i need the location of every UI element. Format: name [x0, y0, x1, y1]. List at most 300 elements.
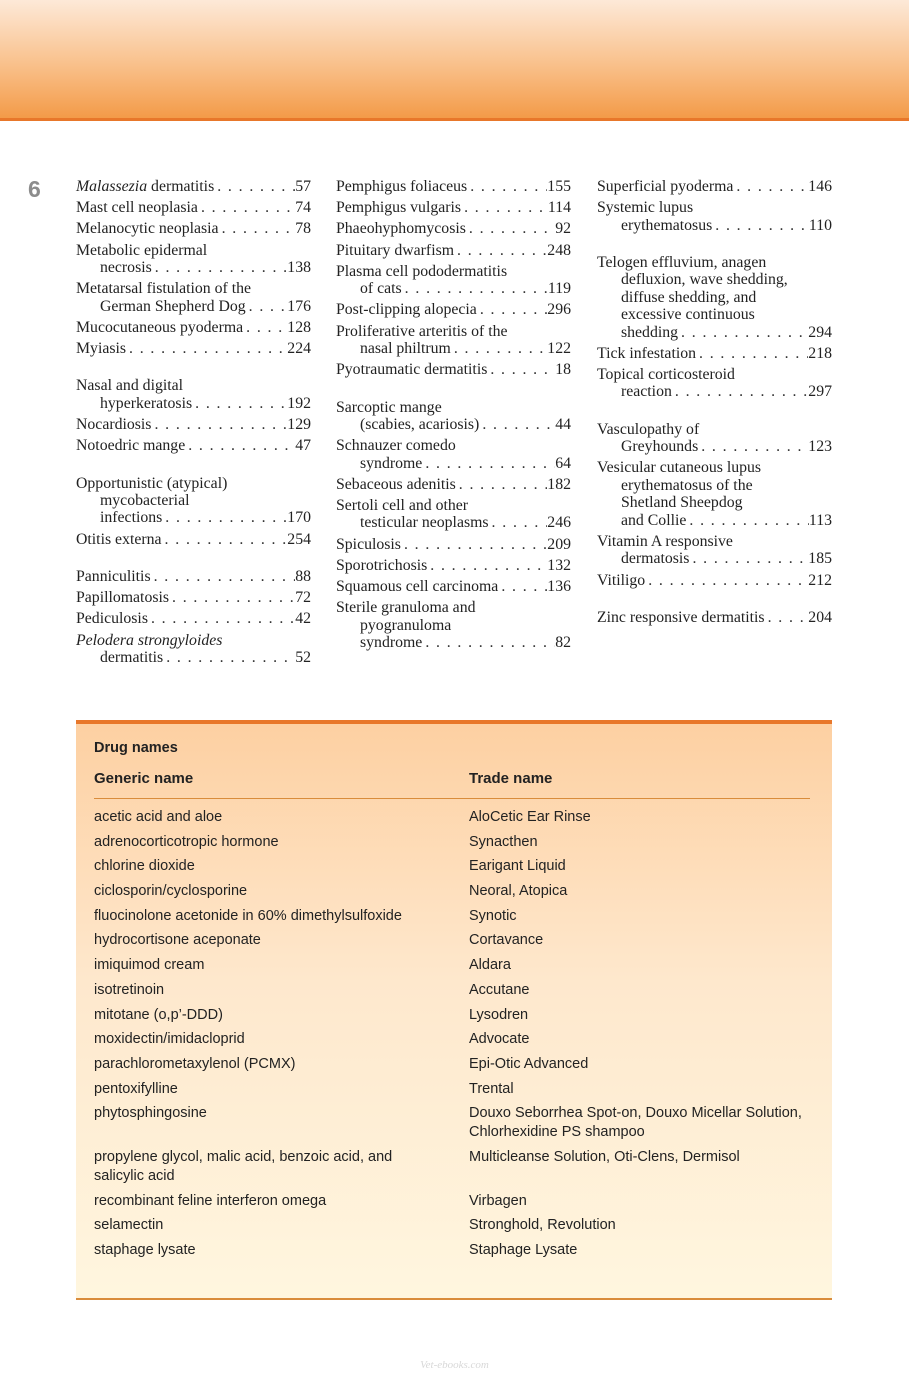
index-line	[336, 557, 571, 574]
index-term: dermatitis	[100, 649, 164, 667]
trade-name-cell: Accutane	[469, 981, 530, 998]
page-ref: 42	[295, 610, 311, 628]
index-entry	[336, 199, 571, 216]
trade-name-cell: Epi-Otic Advanced	[469, 1055, 589, 1072]
index-entry	[76, 340, 311, 357]
index-entry	[597, 572, 832, 589]
generic-name-cell: moxidectin/imidacloprid	[94, 1031, 245, 1048]
index-line	[336, 455, 571, 472]
index-entry	[336, 599, 571, 651]
index-entry	[76, 531, 311, 548]
page-ref: 119	[547, 280, 571, 298]
index-line	[76, 475, 311, 492]
index-term: hyperkeratosis	[100, 394, 193, 412]
trade-name-cell: Aldara	[469, 957, 511, 974]
leader-dots	[733, 178, 808, 195]
page-ref: 297	[808, 383, 832, 401]
leader-dots	[422, 455, 555, 472]
page-ref: 248	[547, 241, 571, 259]
trade-name-cell: Trental	[469, 1080, 514, 1097]
index-line	[597, 459, 832, 476]
generic-name-cell: phytosphingosine	[94, 1105, 207, 1122]
index-entry	[597, 366, 832, 401]
page-ref: 74	[295, 199, 311, 217]
drug-row	[94, 907, 810, 926]
drug-row	[94, 1192, 810, 1211]
index-line	[597, 494, 832, 511]
drug-row	[94, 857, 810, 876]
generic-name-cell: selamectin	[94, 1217, 164, 1234]
page-ref: 294	[808, 323, 832, 341]
index-line	[76, 199, 311, 216]
page-ref: 123	[808, 438, 832, 456]
index-term: Notoedric mange	[76, 437, 186, 455]
page-ref: 92	[555, 220, 571, 238]
index-entry	[597, 254, 832, 341]
index-entry	[336, 361, 571, 378]
page-ref: 170	[287, 509, 311, 527]
index-italic-term: Malassezia	[76, 178, 148, 195]
page-ref: 192	[287, 394, 311, 412]
page-ref: 209	[547, 535, 571, 553]
page-ref: 64	[555, 454, 571, 472]
index-entry	[76, 319, 311, 336]
index-entry	[336, 242, 571, 259]
generic-name-cell: adrenocorticotropic hormone	[94, 833, 279, 850]
index-term: Vitiligo	[597, 571, 646, 589]
leader-dots	[402, 280, 548, 297]
index-term: nasal philtrum	[360, 340, 451, 358]
index-line	[597, 366, 832, 383]
index-line	[597, 421, 832, 438]
leader-dots	[214, 178, 295, 195]
index-term: Sarcoptic mange	[336, 398, 442, 416]
trade-name-cell: Stronghold, Revolution	[469, 1217, 616, 1234]
leader-dots	[686, 512, 809, 529]
page-ref: 146	[808, 178, 832, 195]
trade-name-cell: Cortavance	[469, 932, 544, 949]
index-entry	[76, 437, 311, 454]
leader-dots	[698, 438, 808, 455]
page-ref: 122	[547, 340, 571, 358]
header-band	[0, 0, 909, 119]
leader-dots	[489, 514, 548, 531]
index-line	[336, 514, 571, 531]
index-line	[336, 497, 571, 514]
leader-dots	[765, 609, 809, 626]
page-ref: 185	[808, 550, 832, 568]
index-line	[336, 340, 571, 357]
index-line	[76, 220, 311, 237]
leader-dots	[246, 298, 288, 315]
index-line	[597, 199, 832, 216]
page-ref: 47	[295, 437, 311, 455]
generic-name-cell: propylene glycol, malic acid, benzoic acid, and salicylic acid	[94, 1148, 393, 1184]
leader-dots	[451, 340, 547, 357]
drug-names-box	[76, 720, 832, 1300]
trade-name-cell: Synacthen	[469, 833, 538, 850]
index-term: Superficial pyoderma	[597, 178, 734, 195]
leader-dots	[467, 178, 547, 195]
index-term: Sporotrichosis	[336, 556, 428, 574]
watermark: Vet-ebooks.com	[420, 1359, 489, 1371]
index-column-2	[336, 178, 571, 655]
index-entry	[597, 421, 832, 456]
page-ref: 138	[287, 259, 311, 277]
index-term: (scabies, acariosis)	[360, 416, 480, 434]
index-line	[76, 649, 311, 666]
page-ref: 88	[295, 568, 311, 586]
index-entry	[76, 220, 311, 237]
index-line	[76, 377, 311, 394]
drug-row	[94, 1030, 810, 1049]
index-line	[597, 324, 832, 341]
page-ref: 218	[808, 344, 832, 362]
page-ref: 254	[287, 530, 311, 548]
page-ref: 136	[547, 578, 571, 596]
index-line	[336, 361, 571, 378]
leader-dots	[645, 572, 808, 589]
index-term: Otitis externa	[76, 530, 162, 548]
leader-dots	[148, 610, 295, 627]
leader-dots	[678, 324, 808, 341]
index-term: Vesicular cutaneous lupus	[597, 459, 762, 477]
index-entry	[597, 178, 832, 195]
index-term: Pemphigus vulgaris	[336, 199, 462, 217]
index-term: Zinc responsive dermatitis	[597, 608, 765, 626]
leader-dots	[151, 568, 296, 585]
index-term: Telogen effluvium, anagen	[597, 254, 767, 272]
drug-row	[94, 1104, 810, 1142]
index-line	[336, 617, 571, 634]
index-line	[336, 416, 571, 433]
leader-dots	[422, 634, 555, 651]
index-line	[336, 323, 571, 340]
leader-dots	[466, 220, 555, 237]
index-line	[76, 416, 311, 433]
index-term: of cats	[360, 280, 402, 298]
index-term: Sebaceous adenitis	[336, 475, 456, 493]
page-ref: 114	[547, 199, 571, 217]
index-line	[336, 263, 571, 280]
index-entry	[76, 242, 311, 277]
leader-dots	[498, 578, 547, 595]
leader-dots	[456, 476, 548, 493]
trade-name-cell: Staphage Lysate	[469, 1242, 578, 1258]
drug-row	[94, 1055, 810, 1074]
index-term: mycobacterial	[100, 492, 190, 510]
generic-name-cell: hydrocortisone aceponate	[94, 932, 261, 949]
index-entry	[597, 345, 832, 362]
generic-name-cell: parachlorometaxylenol (PCMX)	[94, 1055, 296, 1072]
generic-name-cell: chlorine dioxide	[94, 858, 195, 875]
leader-dots	[151, 416, 287, 433]
index-line	[597, 306, 832, 323]
drug-row	[94, 1241, 810, 1260]
drug-row	[94, 1148, 810, 1186]
leader-dots	[712, 217, 809, 234]
index-entry	[76, 377, 311, 412]
index-term: Vasculopathy of	[597, 420, 700, 438]
index-line	[597, 609, 832, 626]
index-term	[76, 632, 222, 649]
drug-rows	[94, 808, 810, 1266]
index-entry	[597, 533, 832, 568]
index-entry	[336, 399, 571, 434]
index-term: Phaeohyphomycosis	[336, 220, 466, 238]
drug-row	[94, 833, 810, 852]
index-entry	[336, 578, 571, 595]
index-line	[597, 271, 832, 288]
index-line	[76, 298, 311, 315]
index-line	[336, 178, 571, 195]
leader-dots	[477, 301, 547, 318]
page-number: 6	[28, 176, 41, 202]
index-entry	[336, 497, 571, 532]
index-line	[336, 536, 571, 553]
index-line	[336, 599, 571, 616]
index-term: Papillomatosis	[76, 589, 170, 607]
leader-dots	[162, 509, 287, 526]
trade-name-cell: Virbagen	[469, 1192, 527, 1209]
leader-dots	[479, 416, 555, 433]
index-line	[336, 220, 571, 237]
generic-name-cell: isotretinoin	[94, 981, 165, 998]
trade-name-cell: Advocate	[469, 1031, 530, 1048]
index-term: Mucocutaneous pyoderma	[76, 318, 244, 336]
index-term: necrosis	[100, 259, 152, 277]
index-term: and Collie	[621, 511, 687, 529]
index-entry	[76, 280, 311, 315]
index-line	[336, 399, 571, 416]
index-line	[597, 345, 832, 362]
leader-dots	[163, 649, 295, 666]
index-term: Mast cell neoplasia	[76, 199, 198, 217]
index-term: Spiculosis	[336, 535, 401, 553]
index-term: Malassezia dermatitis	[76, 178, 215, 195]
header-rule	[0, 118, 909, 121]
index-line	[597, 289, 832, 306]
header-divider	[94, 798, 810, 799]
index-term: Schnauzer comedo	[336, 437, 456, 455]
page-ref: 44	[555, 416, 571, 434]
index-line	[76, 492, 311, 509]
drug-row	[94, 956, 810, 975]
drug-row	[94, 882, 810, 901]
index-line	[597, 178, 832, 195]
index-line	[597, 512, 832, 529]
index-line	[76, 531, 311, 548]
index-term: syndrome	[360, 634, 423, 652]
index-term: erythematosus of the	[621, 476, 753, 494]
index-line	[597, 383, 832, 400]
drug-row	[94, 808, 810, 827]
leader-dots	[454, 242, 547, 259]
index-line	[597, 254, 832, 271]
index-line	[76, 280, 311, 297]
index-term: Sterile granuloma and	[336, 599, 476, 617]
index-line	[336, 242, 571, 259]
index-entry	[336, 323, 571, 358]
index-line	[336, 578, 571, 595]
page-ref: 204	[808, 608, 832, 626]
index-line	[76, 178, 311, 195]
index-entry	[76, 610, 311, 627]
index-term: Proliferative arteritis of the	[336, 322, 508, 340]
index-entry	[76, 632, 311, 667]
index-entry	[336, 476, 571, 493]
index-line	[597, 217, 832, 234]
index-term: Topical corticosteroid	[597, 366, 735, 384]
index-line	[597, 477, 832, 494]
index-entry	[76, 416, 311, 433]
index-term: defluxion, wave shedding,	[621, 271, 788, 289]
trade-name-cell: AloCetic Ear Rinse	[469, 809, 591, 825]
index-term: Sertoli cell and other	[336, 497, 469, 515]
index-term: reaction	[621, 383, 672, 401]
index-term: Pemphigus foliaceus	[336, 178, 468, 195]
generic-name-cell: recombinant feline interferon omega	[94, 1192, 327, 1209]
page-ref: 113	[808, 511, 832, 529]
index-term: Greyhounds	[621, 438, 699, 456]
generic-name-cell: ciclosporin/cyclosporine	[94, 883, 248, 900]
trade-name-cell: Multicleanse Solution, Oti-Clens, Dermisol	[469, 1148, 740, 1165]
drug-row	[94, 981, 810, 1000]
leader-dots	[487, 361, 555, 378]
index-term: Myiasis	[76, 340, 127, 358]
page-ref: 78	[295, 220, 311, 238]
page-ref: 212	[808, 571, 832, 589]
generic-name-cell: pentoxifylline	[94, 1080, 178, 1097]
drug-row	[94, 1006, 810, 1025]
page-ref: 57	[295, 178, 311, 195]
index-term: Pediculosis	[76, 610, 148, 628]
page-ref: 129	[287, 416, 311, 434]
index-term: Shetland Sheepdog	[621, 494, 743, 512]
drug-row	[94, 931, 810, 950]
index-line	[76, 242, 311, 259]
index-line	[76, 509, 311, 526]
index-entry	[336, 220, 571, 237]
index-line	[76, 589, 311, 606]
index-line	[597, 572, 832, 589]
page-ref: 18	[555, 361, 571, 379]
page-ref: 132	[547, 556, 571, 574]
leader-dots	[243, 319, 287, 336]
index-entry	[336, 557, 571, 574]
generic-name-cell: fluocinolone acetonide in 60% dimethylsulfoxide	[94, 907, 402, 924]
index-line	[597, 533, 832, 550]
index-line	[76, 259, 311, 276]
index-term: Nasal and digital	[76, 377, 184, 395]
index-entry	[336, 536, 571, 553]
index-entry	[336, 437, 571, 472]
leader-dots	[126, 340, 287, 357]
trade-name-cell: Neoral, Atopica	[469, 883, 568, 900]
index-line	[76, 340, 311, 357]
index-entry	[597, 459, 832, 529]
index-term: German Shepherd Dog	[100, 297, 246, 315]
trade-name-cell: Synotic	[469, 907, 517, 924]
index-column-1	[76, 178, 311, 670]
index-line	[336, 301, 571, 318]
leader-dots	[192, 395, 287, 412]
page-ref: 110	[808, 216, 832, 234]
index-term: diffuse shedding, and	[621, 288, 757, 306]
leader-dots	[401, 536, 547, 553]
page-ref: 52	[295, 649, 311, 667]
index-line	[336, 634, 571, 651]
page-ref: 182	[547, 475, 571, 493]
index-entry	[336, 263, 571, 298]
index-line	[336, 280, 571, 297]
trade-name-cell: Lysodren	[469, 1006, 529, 1023]
index-term: Plasma cell pododermatitis	[336, 262, 508, 280]
leader-dots	[162, 531, 288, 548]
index-line	[336, 476, 571, 493]
leader-dots	[672, 383, 808, 400]
trade-name-cell: Douxo Seborrhea Spot-on, Douxo Micellar Solution, Chlorhexidine PS shampoo	[469, 1105, 802, 1141]
index-term: syndrome	[360, 454, 423, 472]
generic-name-cell: acetic acid and aloe	[94, 809, 223, 825]
index-term: Vitamin A responsive	[597, 532, 733, 550]
index-line	[76, 610, 311, 627]
leader-dots	[185, 437, 295, 454]
index-entry	[76, 589, 311, 606]
trade-name-header: Trade name	[469, 770, 553, 787]
index-entry	[76, 475, 311, 527]
index-line	[597, 438, 832, 455]
index-line	[76, 568, 311, 585]
leader-dots	[427, 557, 547, 574]
generic-name-cell: staphage lysate	[94, 1242, 196, 1258]
index-entry	[597, 609, 832, 626]
generic-name-cell: mitotane (o,p’-DDD)	[94, 1006, 223, 1023]
index-entry	[597, 199, 832, 234]
index-line	[597, 550, 832, 567]
index-term: Systemic lupus	[597, 199, 694, 217]
index-term: erythematosus	[621, 216, 713, 234]
page-ref: 128	[287, 318, 311, 336]
index-line	[336, 437, 571, 454]
page-ref: 224	[287, 340, 311, 358]
index-term: Panniculitis	[76, 568, 151, 586]
index-entry	[336, 301, 571, 318]
index-term: Nocardiosis	[76, 416, 152, 434]
leader-dots	[689, 550, 808, 567]
leader-dots	[152, 259, 288, 276]
index-term: testicular neoplasms	[360, 514, 489, 532]
index-line	[336, 199, 571, 216]
generic-name-header: Generic name	[94, 770, 194, 787]
index-term: Squamous cell carcinoma	[336, 578, 499, 596]
index-italic-term: Pelodera strongyloides	[76, 631, 223, 649]
index-line	[76, 395, 311, 412]
page-ref: 176	[287, 297, 311, 315]
index-term: Melanocytic neoplasia	[76, 220, 219, 238]
page-ref: 82	[555, 634, 571, 652]
page-ref: 246	[547, 514, 571, 532]
leader-dots	[696, 345, 808, 362]
index-term: Metabolic epidermal	[76, 241, 208, 259]
page-ref: 296	[547, 301, 571, 319]
index-term: Metatarsal fistulation of the	[76, 280, 252, 298]
page-ref: 72	[295, 589, 311, 607]
index-line	[76, 632, 311, 649]
index-term: excessive continuous	[621, 306, 755, 324]
index-term: infections	[100, 509, 163, 527]
drug-box-title: Drug names	[94, 740, 178, 756]
